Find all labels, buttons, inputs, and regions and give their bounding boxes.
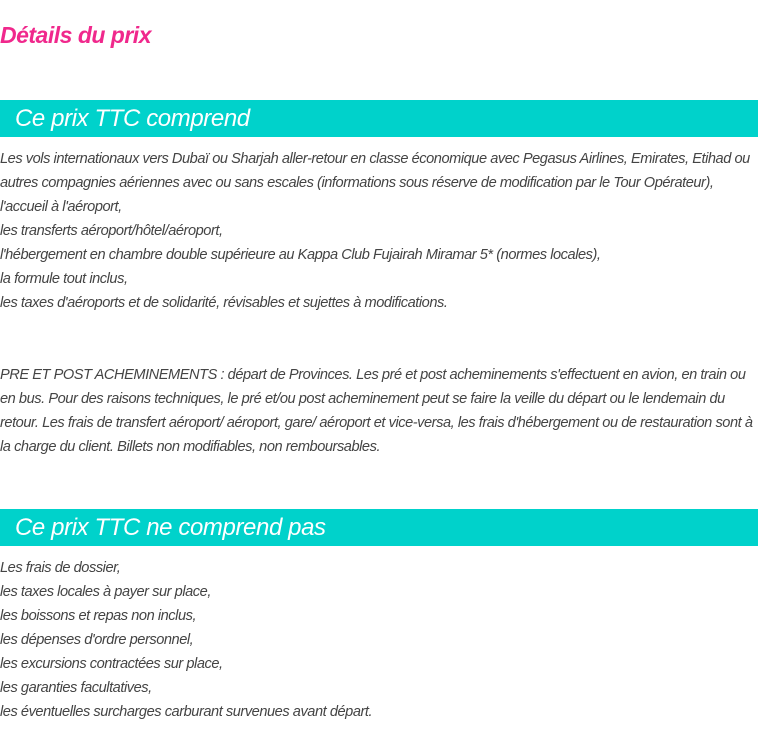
- list-item: l'hébergement en chambre double supérieure au Kappa Club Fujairah Miramar 5* (normes locales),: [0, 247, 601, 263]
- list-item: Les frais de dossier,: [0, 560, 121, 576]
- list-item: les taxes locales à payer sur place,: [0, 584, 211, 600]
- list-item: Les vols internationaux vers Dubaï ou Sharjah aller-retour en classe économique avec Pegasus Airlines, Emirates, Etihad ou autres compagnies aériennes avec ou sans escales (informations sous réserve de modification par le Tour Opérateur),: [0, 151, 750, 191]
- excluded-heading: Ce prix TTC ne comprend pas: [15, 514, 326, 541]
- included-heading: Ce prix TTC comprend: [15, 105, 250, 132]
- included-section-header: [0, 100, 758, 137]
- list-item: la formule tout inclus,: [0, 271, 128, 287]
- list-item: les transferts aéroport/hôtel/aéroport,: [0, 223, 223, 239]
- list-item: l'accueil à l'aéroport,: [0, 199, 122, 215]
- list-item: les boissons et repas non inclus,: [0, 608, 197, 624]
- list-item: les garanties facultatives,: [0, 680, 152, 696]
- list-item: les éventuelles surcharges carburant survenues avant départ.: [0, 704, 373, 720]
- excluded-list: [0, 556, 758, 724]
- list-item: les dépenses d'ordre personnel,: [0, 632, 194, 648]
- list-item: les excursions contractées sur place,: [0, 656, 223, 672]
- transport-note-text: PRE ET POST ACHEMINEMENTS : départ de Provinces. Les pré et post acheminements s'effectuent en avion, en train ou en bus. Pour des raisons techniques, le pré et/ou post acheminement peut se faire la veille du départ ou le lendemain du retour. Les frais de transfert aéroport/ aéroport, gare/ aéroport et vice-versa, les frais d'hébergement ou de restauration sont à la charge du client. Billets non modifiables, non remboursables.: [0, 367, 753, 455]
- included-list: [0, 147, 758, 315]
- transport-note: [0, 363, 758, 459]
- excluded-section-header: [0, 509, 758, 546]
- list-item: les taxes d'aéroports et de solidarité, révisables et sujettes à modifications.: [0, 295, 448, 311]
- page-title: Détails du prix: [0, 22, 151, 48]
